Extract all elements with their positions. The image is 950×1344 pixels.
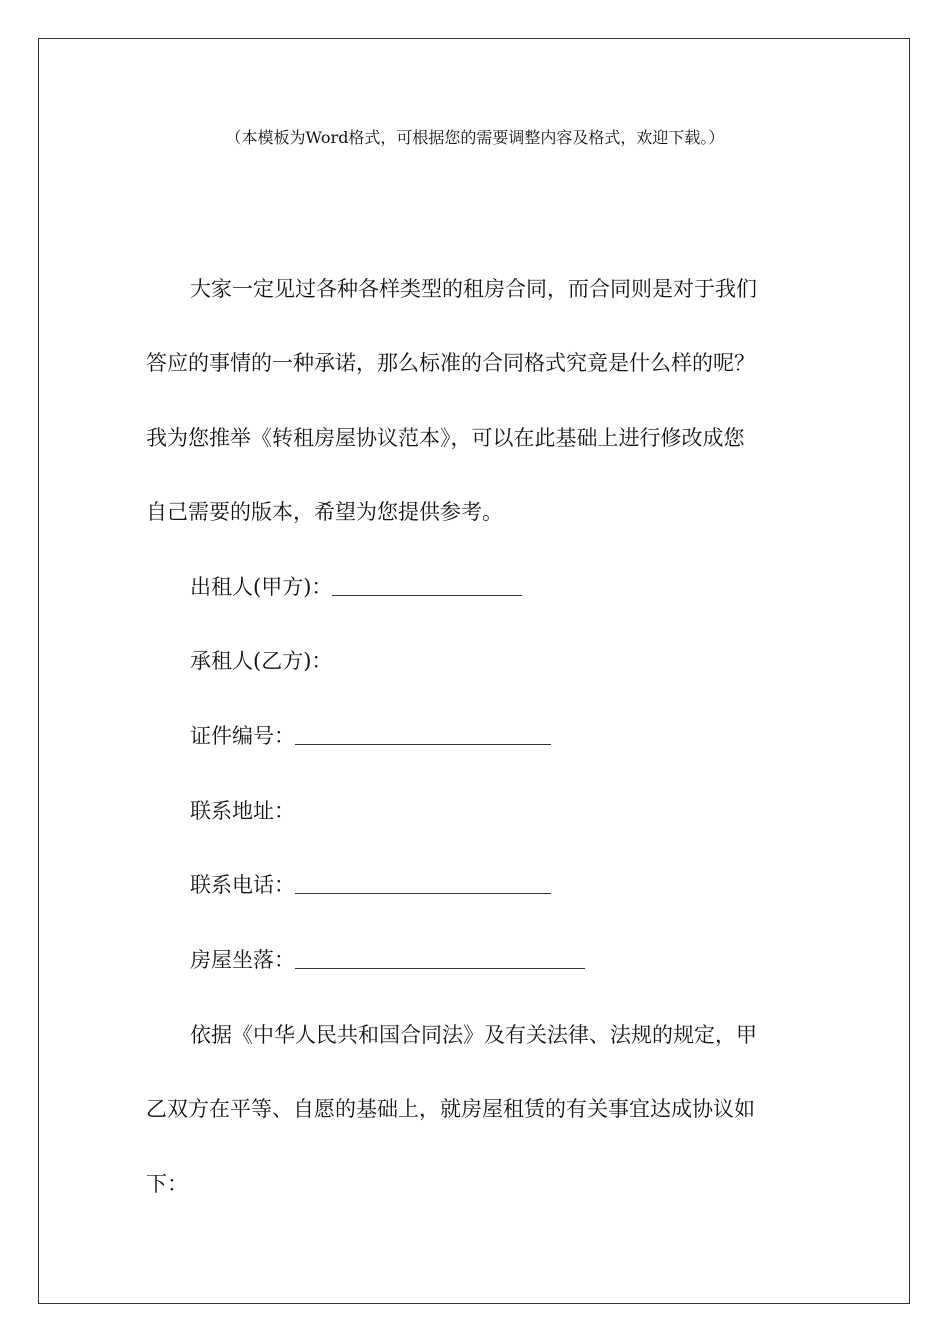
lessor-blank[interactable] (332, 573, 522, 596)
address-field (190, 796, 295, 826)
id-number-label: 证件编号： (190, 724, 295, 748)
intro-line-4: 自己需要的版本，希望为您提供参考。 (146, 500, 503, 524)
agreement-line-2: 乙双方在平等、自愿的基础上，就房屋租赁的有关事宜达成协议如 (146, 1097, 755, 1121)
location-field (190, 945, 585, 975)
phone-label: 联系电话： (190, 873, 295, 897)
lessee-label: 承租人(乙方)： (190, 649, 333, 673)
id-number-field (190, 721, 551, 751)
intro-line-1: 大家一定见过各种各样类型的租房合同，而合同则是对于我们 (190, 277, 757, 301)
location-label: 房屋坐落： (190, 948, 295, 972)
lessor-label: 出租人(甲方)： (190, 575, 333, 599)
id-number-blank[interactable] (295, 722, 551, 745)
phone-blank[interactable] (295, 871, 551, 894)
intro-line-2: 答应的事情的一种承诺，那么标准的合同格式究竟是什么样的呢？ (146, 351, 755, 375)
lessee-field (190, 646, 332, 676)
intro-line-3: 我为您推举《转租房屋协议范本》，可以在此基础上进行修改成您 (146, 426, 745, 450)
phone-field (190, 870, 551, 900)
agreement-line-3: 下： (146, 1172, 188, 1196)
lessor-field (190, 572, 522, 602)
address-label: 联系地址： (190, 799, 295, 823)
template-note: （本模板为Word格式，可根据您的需要调整内容及格式，欢迎下载。） (225, 128, 725, 147)
agreement-line-1: 依据《中华人民共和国合同法》及有关法律、法规的规定，甲 (190, 1023, 757, 1047)
location-blank[interactable] (295, 946, 585, 969)
